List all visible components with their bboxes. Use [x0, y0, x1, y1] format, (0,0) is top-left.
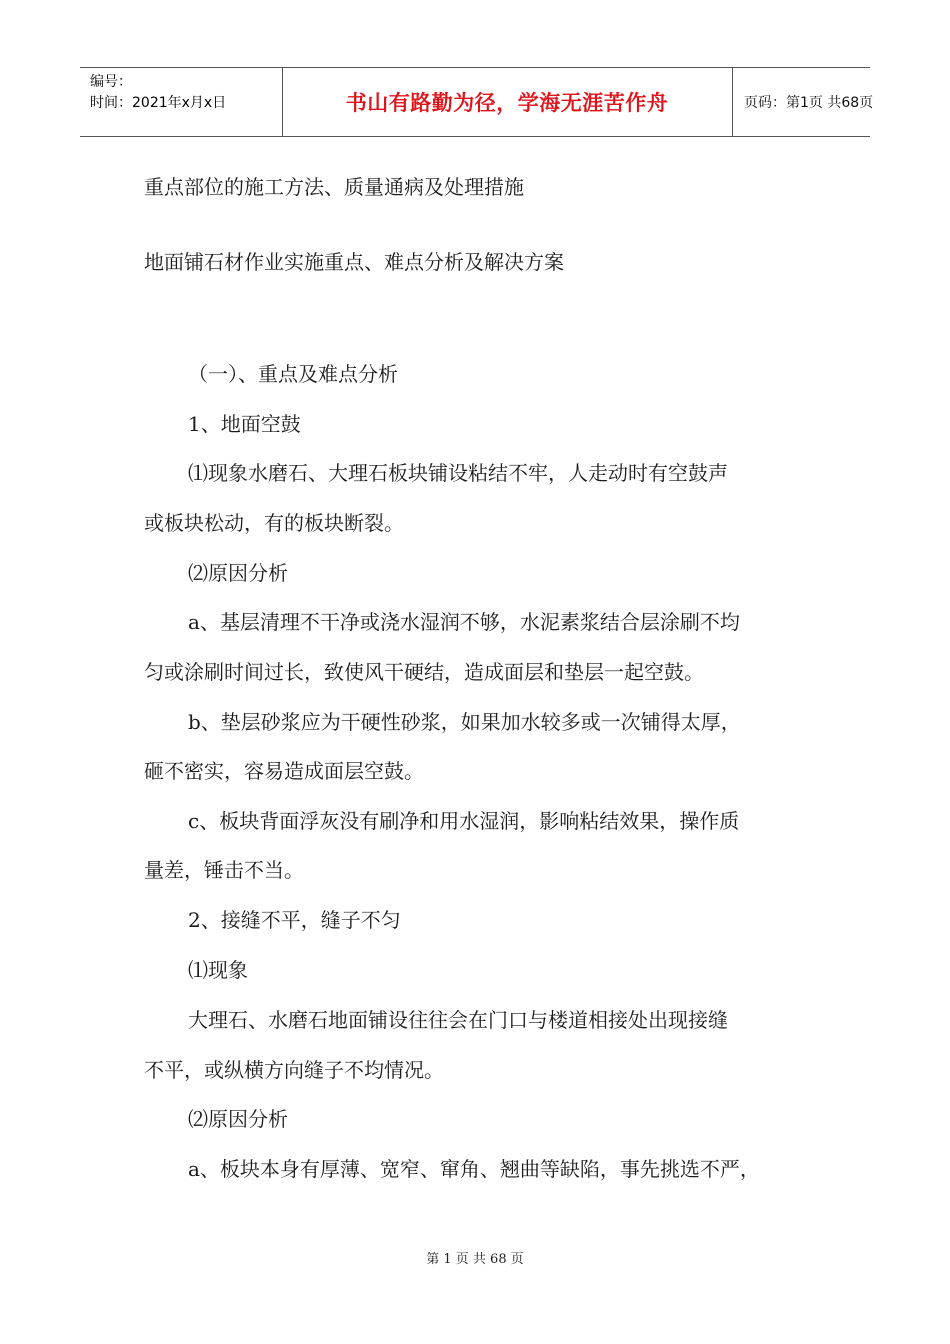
section-title: 重点部位的施工方法、质量通病及处理措施 — [144, 175, 524, 199]
paragraph-line: b、垫层砂浆应为干硬性砂浆，如果加水较多或一次铺得太厚， — [188, 710, 741, 734]
header-page-cell — [732, 68, 874, 136]
paragraph-line: （一）、重点及难点分析 — [188, 362, 398, 386]
paragraph-line: 大理石、水磨石地面铺设往往会在门口与楼道相接处出现接缝 — [188, 1008, 728, 1032]
paragraph-line: 不平，或纵横方向缝子不均情况。 — [144, 1058, 444, 1082]
paragraph-line: a、板块本身有厚薄、宽窄、窜角、翘曲等缺陷，事先挑选不严， — [188, 1157, 760, 1181]
document-header — [80, 67, 874, 137]
header-motto-cell — [282, 68, 733, 136]
paragraph-line: 1、地面空鼓 — [188, 412, 301, 436]
paragraph-line: ⑵原因分析 — [188, 1107, 288, 1131]
date-label: 时间：2021年x月x日 — [90, 95, 227, 111]
header-meta-cell — [80, 68, 283, 136]
paragraph-line: 量差，锤击不当。 — [144, 858, 304, 882]
paragraph-line: 或板块松动，有的板块断裂。 — [144, 511, 404, 535]
paragraph-line: 砸不密实，容易造成面层空鼓。 — [144, 759, 424, 783]
paragraph-line: ⑴现象 — [188, 958, 248, 982]
number-label: 编号： — [90, 74, 132, 90]
paragraph-line: c、板块背面浮灰没有刷净和用水湿润，影响粘结效果，操作质 — [188, 809, 740, 833]
motto-text: 书山有路勤为径，学海无涯苦作舟 — [345, 91, 669, 115]
page-footer: 第 1 页 共 68 页 — [426, 1252, 524, 1267]
paragraph-line: ⑴现象水磨石、大理石板块铺设粘结不牢，人走动时有空鼓声 — [188, 461, 728, 485]
subsection-title: 地面铺石材作业实施重点、难点分析及解决方案 — [144, 250, 564, 274]
page-code: 页码：第1页 共68页 — [744, 95, 874, 111]
paragraph-line: a、基层清理不干净或浇水湿润不够，水泥素浆结合层涂刷不均 — [188, 610, 740, 634]
paragraph-line: ⑵原因分析 — [188, 561, 288, 585]
paragraph-line: 2、接缝不平，缝子不匀 — [188, 908, 401, 932]
paragraph-line: 匀或涂刷时间过长，致使风干硬结，造成面层和垫层一起空鼓。 — [144, 660, 704, 684]
